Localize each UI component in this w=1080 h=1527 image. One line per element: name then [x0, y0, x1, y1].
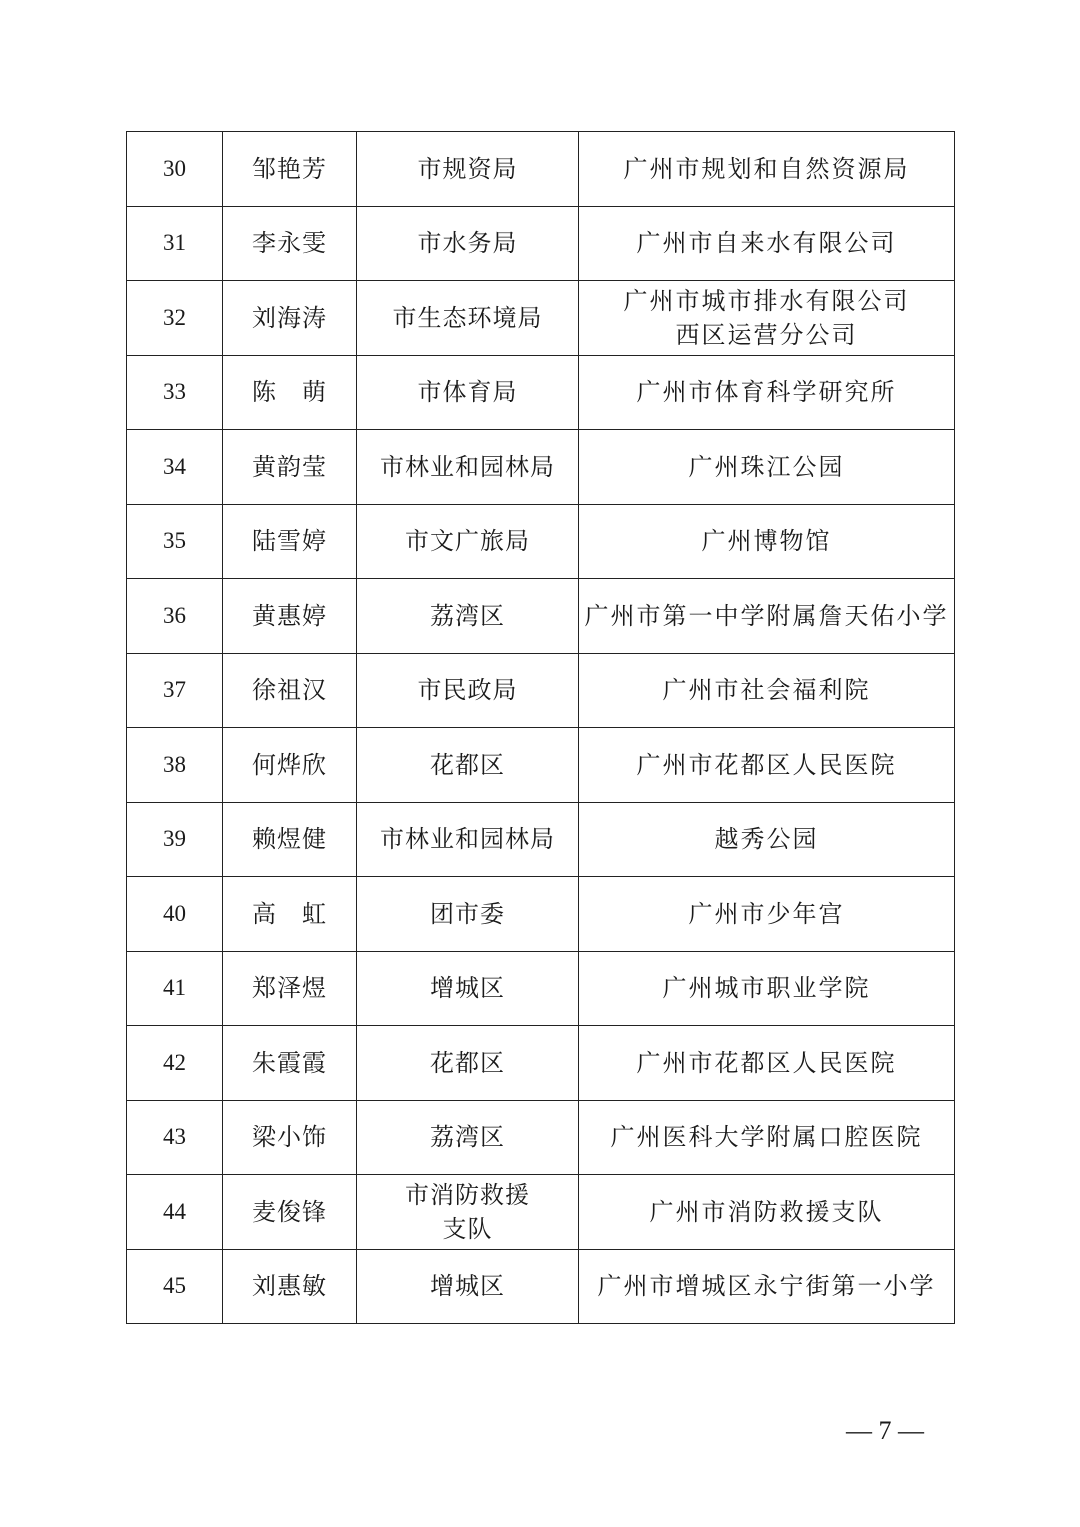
row-number-cell: 35	[127, 504, 223, 579]
recommending-department-cell: 市林业和园林局	[357, 430, 579, 505]
work-unit-cell: 广州城市职业学院	[579, 951, 955, 1026]
row-number-cell: 33	[127, 355, 223, 430]
recommending-department-cell: 市消防救援 支队	[357, 1175, 579, 1250]
work-unit-cell: 广州博物馆	[579, 504, 955, 579]
recommending-department-cell: 市体育局	[357, 355, 579, 430]
table-row	[127, 1100, 955, 1175]
recommending-department-cell: 市规资局	[357, 132, 579, 207]
recommending-department-cell: 团市委	[357, 877, 579, 952]
row-number-cell: 32	[127, 281, 223, 356]
work-unit-cell: 广州市花都区人民医院	[579, 1026, 955, 1101]
work-unit-cell: 广州市体育科学研究所	[579, 355, 955, 430]
recommending-department-cell: 市民政局	[357, 653, 579, 728]
person-name-cell: 高 虹	[223, 877, 357, 952]
row-number-cell: 41	[127, 951, 223, 1026]
table-row	[127, 728, 955, 803]
person-name-cell: 李永雯	[223, 206, 357, 281]
person-name-cell: 黄惠婷	[223, 579, 357, 654]
table-row	[127, 132, 955, 207]
recommending-department-cell: 增城区	[357, 951, 579, 1026]
row-number-cell: 40	[127, 877, 223, 952]
person-name-cell: 梁小饰	[223, 1100, 357, 1175]
table-row	[127, 504, 955, 579]
row-number-cell: 44	[127, 1175, 223, 1250]
row-number-cell: 37	[127, 653, 223, 728]
work-unit-cell: 广州珠江公园	[579, 430, 955, 505]
table-row	[127, 355, 955, 430]
work-unit-cell: 广州市花都区人民医院	[579, 728, 955, 803]
work-unit-cell: 越秀公园	[579, 802, 955, 877]
work-unit-cell: 广州医科大学附属口腔医院	[579, 1100, 955, 1175]
row-number-cell: 39	[127, 802, 223, 877]
table-row	[127, 1175, 955, 1250]
person-name-cell: 陆雪婷	[223, 504, 357, 579]
row-number-cell: 45	[127, 1249, 223, 1324]
row-number-cell: 36	[127, 579, 223, 654]
work-unit-cell: 广州市增城区永宁街第一小学	[579, 1249, 955, 1324]
person-name-cell: 刘海涛	[223, 281, 357, 356]
table-row	[127, 877, 955, 952]
person-name-cell: 郑泽煜	[223, 951, 357, 1026]
recommending-department-cell: 花都区	[357, 728, 579, 803]
person-name-cell: 刘惠敏	[223, 1249, 357, 1324]
row-number-cell: 38	[127, 728, 223, 803]
table-row	[127, 802, 955, 877]
table-row	[127, 951, 955, 1026]
person-name-cell: 赖煜健	[223, 802, 357, 877]
awardee-table	[126, 131, 955, 1324]
person-name-cell: 黄韵莹	[223, 430, 357, 505]
table-row	[127, 1026, 955, 1101]
person-name-cell: 麦俊锋	[223, 1175, 357, 1250]
work-unit-cell: 广州市第一中学附属詹天佑小学	[579, 579, 955, 654]
work-unit-cell: 广州市少年宫	[579, 877, 955, 952]
work-unit-cell: 广州市自来水有限公司	[579, 206, 955, 281]
recommending-department-cell: 市文广旅局	[357, 504, 579, 579]
work-unit-cell: 广州市消防救援支队	[579, 1175, 955, 1250]
table-row	[127, 430, 955, 505]
person-name-cell: 陈 萌	[223, 355, 357, 430]
person-name-cell: 徐祖汉	[223, 653, 357, 728]
recommending-department-cell: 市林业和园林局	[357, 802, 579, 877]
table-row	[127, 653, 955, 728]
table-row	[127, 206, 955, 281]
table-body	[127, 132, 955, 1324]
recommending-department-cell: 市生态环境局	[357, 281, 579, 356]
person-name-cell: 何烨欣	[223, 728, 357, 803]
recommending-department-cell: 荔湾区	[357, 579, 579, 654]
work-unit-cell: 广州市社会福利院	[579, 653, 955, 728]
row-number-cell: 30	[127, 132, 223, 207]
page-number: — 7 —	[846, 1416, 924, 1445]
person-name-cell: 朱霞霞	[223, 1026, 357, 1101]
work-unit-cell: 广州市城市排水有限公司 西区运营分公司	[579, 281, 955, 356]
recommending-department-cell: 市水务局	[357, 206, 579, 281]
row-number-cell: 42	[127, 1026, 223, 1101]
table-row	[127, 579, 955, 654]
row-number-cell: 43	[127, 1100, 223, 1175]
recommending-department-cell: 增城区	[357, 1249, 579, 1324]
work-unit-cell: 广州市规划和自然资源局	[579, 132, 955, 207]
table-row	[127, 1249, 955, 1324]
row-number-cell: 34	[127, 430, 223, 505]
row-number-cell: 31	[127, 206, 223, 281]
recommending-department-cell: 花都区	[357, 1026, 579, 1101]
recommending-department-cell: 荔湾区	[357, 1100, 579, 1175]
table-row	[127, 281, 955, 356]
person-name-cell: 邹艳芳	[223, 132, 357, 207]
